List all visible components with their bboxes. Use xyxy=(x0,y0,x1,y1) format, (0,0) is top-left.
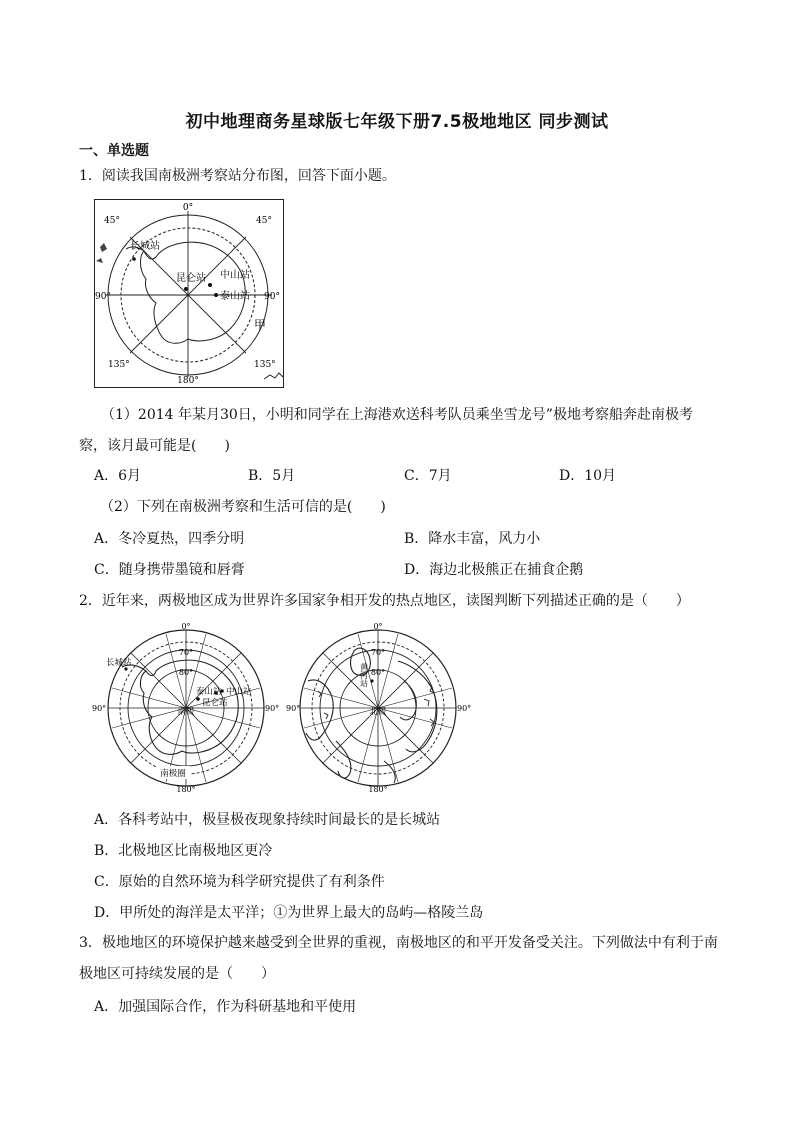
north-polar-map-figure xyxy=(286,621,472,794)
north-map-station-label: 黄河站 xyxy=(359,663,369,687)
q1-sub2-option-b[interactable]: B．降水丰富，风力小 xyxy=(404,531,541,547)
q2-option-b[interactable]: B．北极地区比南极地区更冷 xyxy=(94,843,273,859)
south-map-kunlun-station: 昆仑站 xyxy=(202,698,228,708)
q1-sub1-option-b[interactable]: B．5月 xyxy=(248,468,296,484)
south-map-label-180deg: 180° xyxy=(176,785,196,794)
label-kunlun-station: 昆仑站 xyxy=(176,273,206,284)
north-polar-map xyxy=(286,621,472,797)
q2-option-a[interactable]: A．各科考站中，极昼极夜现象持续时间最长的是长城站 xyxy=(94,812,441,828)
north-map-label-90deg-left: 90° xyxy=(286,704,301,713)
south-map-label-0deg: 0° xyxy=(181,622,191,631)
question-1-sub-1: （1）2014 年某月30日，小明和同学在上海港欢送科考队员乘坐雪龙号”极地考察船奔赴南极考察，该月最可能是( ) xyxy=(79,407,693,454)
q1-sub2-option-a[interactable]: A．冬冷夏热，四季分明 xyxy=(94,531,245,547)
question-1-sub-2: （2）下列在南极洲考察和生活可信的是( ) xyxy=(100,499,386,515)
q1-sub1-option-d[interactable]: D．10月 xyxy=(559,468,617,484)
map-label-180deg: 180° xyxy=(177,376,199,386)
q1-sub2-option-c[interactable]: C．随身携带墨镜和唇膏 xyxy=(94,562,245,578)
label-changcheng-station: 长城站 xyxy=(130,241,160,252)
document-title: 初中地理商务星球版七年级下册7.5极地地区 同步测试 xyxy=(185,112,609,132)
map-label-0deg: 0° xyxy=(182,203,194,213)
antarctic-map-figure xyxy=(94,199,284,388)
map-label-45deg-right: 45° xyxy=(256,216,272,226)
q1-sub1-option-c[interactable]: C．7月 xyxy=(404,468,452,484)
south-map-zhongshan-station: 中山站 xyxy=(226,687,252,697)
label-taishan-station: 泰山站 xyxy=(220,291,250,302)
map-label-90deg-right: 90° xyxy=(264,292,280,302)
q1-sub2-option-d[interactable]: D．海边北极熊正在捕食企鹅 xyxy=(404,562,584,578)
label-jia: 甲 xyxy=(254,318,267,332)
question-1-stem: 1．阅读我国南极洲考察站分布图，回答下面小题。 xyxy=(79,168,396,184)
map-label-135deg-right: 135° xyxy=(254,360,276,370)
q1-sub1-option-a[interactable]: A．6月 xyxy=(94,468,142,484)
north-map-label-80deg: 80° xyxy=(370,668,386,677)
south-map-antarctic-circle-label: 南极圈 xyxy=(160,769,186,779)
south-map-label-80deg: 80° xyxy=(178,668,194,677)
north-map-label-90deg-right: 90° xyxy=(457,704,472,713)
map-label-45deg-left: 45° xyxy=(104,216,120,226)
map-label-135deg-left: 135° xyxy=(108,360,130,370)
map-label-90deg-left: 90° xyxy=(95,292,111,302)
q2-option-d[interactable]: D．甲所处的海洋是太平洋；①为世界上最大的岛屿—格陵兰岛 xyxy=(94,905,484,921)
north-map-label-0deg: 0° xyxy=(373,622,383,631)
south-map-label-90deg-right: 90° xyxy=(265,704,280,713)
label-zhongshan-station: 中山站 xyxy=(220,270,250,281)
antarctic-station-map xyxy=(94,199,284,392)
north-map-label-70deg: 70° xyxy=(370,648,386,657)
south-polar-map-figure xyxy=(92,621,280,793)
q2-option-c[interactable]: C．原始的自然环境为科学研究提供了有利条件 xyxy=(94,874,385,890)
section-heading: 一、单选题 xyxy=(79,143,149,159)
north-map-pole-label: 北极 xyxy=(369,707,387,717)
south-map-label-70deg: 70° xyxy=(178,648,194,657)
south-polar-map xyxy=(92,621,280,797)
south-map-changcheng-station: 长城站 xyxy=(106,658,132,668)
north-map-label-180deg: 180° xyxy=(368,785,388,794)
q3-option-a[interactable]: A．加强国际合作，作为科研基地和平使用 xyxy=(94,999,357,1015)
question-3-stem: 3．极地地区的环境保护越来越受到全世界的重视，南极地区的和平开发备受关注。下列做法中有利于南极地区可持续发展的是（ ） xyxy=(79,935,718,982)
south-map-pole-label: 南极 xyxy=(177,707,195,717)
question-2-stem: 2．近年来，两极地区成为世界许多国家争相开发的热点地区，读图判断下列描述正确的是（ ） xyxy=(79,593,690,609)
south-map-taishan-station: 泰山站 xyxy=(196,687,222,697)
south-map-label-90deg-left: 90° xyxy=(92,704,107,713)
